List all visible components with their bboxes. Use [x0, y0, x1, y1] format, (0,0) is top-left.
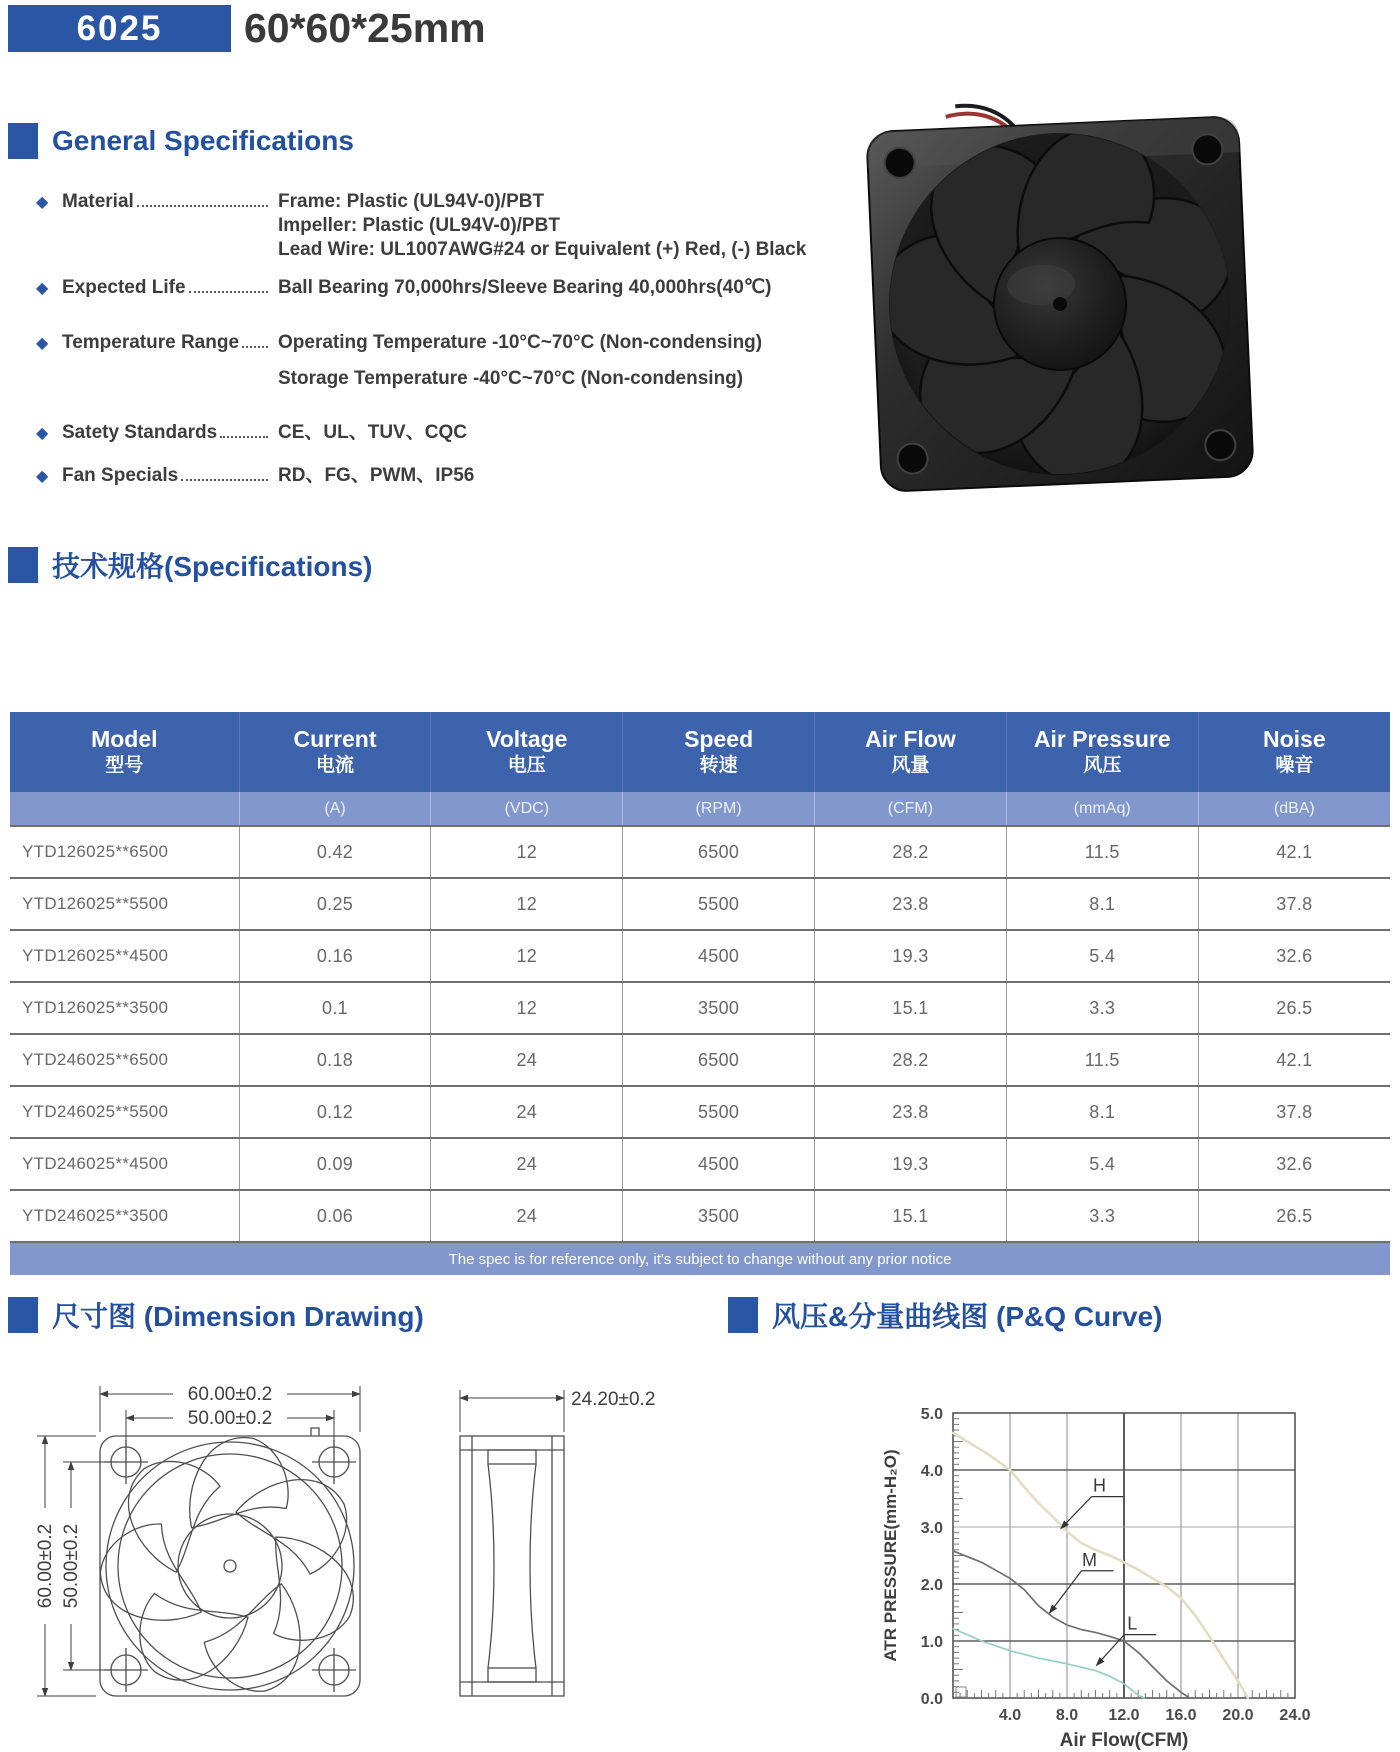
value-cell: 15.1 — [815, 982, 1007, 1034]
unit-cell — [10, 792, 239, 826]
dimension-drawing — [15, 1368, 695, 1750]
spec-item-left — [36, 276, 272, 301]
value-cell: 6500 — [623, 1034, 815, 1086]
value-cell: 37.8 — [1198, 878, 1390, 930]
y-axis-title: ATR PRESSURE(mm-H₂O) — [881, 1449, 900, 1662]
table-footnote: The spec is for reference only, it's subject to change without any prior notice — [10, 1242, 1390, 1275]
value-cell: 0.12 — [239, 1086, 431, 1138]
section-title-text: 尺寸图 (Dimension Drawing) — [52, 1301, 424, 1332]
column-header: Voltage 电压 — [431, 712, 623, 792]
diamond-bullet-icon: ◆ — [36, 425, 49, 442]
value-cell: 24 — [431, 1034, 623, 1086]
value-cell: 12 — [431, 930, 623, 982]
y-tick-label: 0.0 — [920, 1691, 943, 1708]
y-tick-label: 1.0 — [920, 1634, 943, 1651]
value-cell: 6500 — [623, 826, 815, 878]
dim-height-label: 60.00±0.2 — [35, 1523, 56, 1609]
y-tick-label: 3.0 — [920, 1520, 943, 1537]
curve-M — [953, 1551, 1190, 1698]
section-square-icon — [728, 1297, 758, 1333]
value-cell: 24 — [431, 1190, 623, 1242]
dim-depth-label: 24.20±0.2 — [571, 1389, 656, 1410]
spec-item-left — [36, 331, 272, 356]
table-header-row — [10, 712, 1390, 792]
diamond-bullet-icon: ◆ — [36, 194, 49, 211]
spec-item — [36, 276, 916, 301]
x-tick-label: 16.0 — [1165, 1707, 1197, 1724]
y-tick-label: 4.0 — [920, 1463, 943, 1480]
spec-table — [10, 712, 1390, 1275]
label-leader — [1097, 1635, 1124, 1665]
value-cell: 4500 — [623, 930, 815, 982]
spec-item — [36, 464, 916, 489]
diamond-bullet-icon: ◆ — [36, 280, 49, 297]
x-axis-title: Air Flow(CFM) — [1059, 1730, 1189, 1751]
spec-value-line: Impeller: Plastic (UL94V-0)/PBT — [278, 215, 560, 236]
spec-values — [272, 190, 916, 262]
unit-cell: (CFM) — [815, 792, 1007, 826]
spec-label: Temperature Range — [62, 332, 240, 353]
dotted-leader — [181, 464, 268, 481]
value-cell: 12 — [431, 982, 623, 1034]
x-tick-label: 12.0 — [1108, 1707, 1140, 1724]
value-cell: 8.1 — [1006, 878, 1198, 930]
spec-value-line: Lead Wire: UL1007AWG#24 or Equivalent (+) Red, (-) Black — [278, 239, 807, 260]
curve-label-M: M — [1082, 1549, 1098, 1570]
mounting-holes — [104, 1440, 356, 1692]
dotted-leader — [189, 276, 268, 293]
value-cell: 37.8 — [1198, 1086, 1390, 1138]
x-tick-label: 24.0 — [1279, 1707, 1311, 1724]
general-specs-list — [36, 190, 916, 489]
spec-table-header — [10, 712, 1390, 792]
table-row — [10, 1034, 1390, 1086]
spec-item-left — [36, 421, 272, 446]
value-cell: 3500 — [623, 982, 815, 1034]
front-view — [87, 1421, 370, 1699]
pq-curve-chart — [878, 1393, 1400, 1752]
curve-H — [953, 1433, 1248, 1698]
spec-values — [272, 421, 916, 445]
label-leader — [1061, 1497, 1091, 1528]
column-header: Air Flow 风量 — [815, 712, 1007, 792]
spec-item-left — [36, 464, 272, 489]
dotted-leader — [242, 331, 268, 348]
value-cell: 24 — [431, 1138, 623, 1190]
side-view — [460, 1436, 564, 1696]
unit-cell: (mmAq) — [1006, 792, 1198, 826]
value-cell: 24 — [431, 1086, 623, 1138]
spec-label: Expected Life — [62, 277, 186, 298]
y-tick-label: 2.0 — [920, 1577, 943, 1594]
model-cell: YTD126025**4500 — [10, 930, 239, 982]
section-title-text: 技术规格(Specifications) — [52, 551, 373, 582]
value-cell: 23.8 — [815, 1086, 1007, 1138]
dotted-leader — [220, 421, 268, 438]
dotted-leader — [137, 190, 268, 207]
section-title-text: 风压&分量曲线图 (P&Q Curve) — [772, 1301, 1163, 1332]
dim-hole-span-v-label: 50.00±0.2 — [61, 1523, 82, 1609]
section-square-icon — [8, 1297, 38, 1333]
value-cell: 5500 — [623, 1086, 815, 1138]
spec-value-line: RD、FG、PWM、IP56 — [278, 465, 475, 486]
value-cell: 3.3 — [1006, 1190, 1198, 1242]
section-square-icon — [8, 123, 38, 159]
value-cell: 12 — [431, 826, 623, 878]
spec-item — [36, 190, 916, 262]
value-cell: 26.5 — [1198, 982, 1390, 1034]
spec-table-body — [10, 792, 1390, 1275]
spec-label: Material — [62, 191, 134, 212]
column-header: Air Pressure 风压 — [1006, 712, 1198, 792]
model-cell: YTD246025**3500 — [10, 1190, 239, 1242]
value-cell: 42.1 — [1198, 1034, 1390, 1086]
value-cell: 19.3 — [815, 1138, 1007, 1190]
unit-cell: (VDC) — [431, 792, 623, 826]
model-cell: YTD126025**6500 — [10, 826, 239, 878]
value-cell: 3.3 — [1006, 982, 1198, 1034]
spec-values — [272, 331, 916, 391]
value-cell: 15.1 — [815, 1190, 1007, 1242]
model-cell: YTD246025**5500 — [10, 1086, 239, 1138]
value-cell: 5.4 — [1006, 930, 1198, 982]
curve-label-H: H — [1093, 1475, 1106, 1496]
table-row — [10, 930, 1390, 982]
spec-values — [272, 276, 916, 300]
value-cell: 0.25 — [239, 878, 431, 930]
spec-values — [272, 464, 916, 488]
x-tick-label: 4.0 — [998, 1707, 1022, 1724]
column-header: Speed 转速 — [623, 712, 815, 792]
value-cell: 28.2 — [815, 826, 1007, 878]
y-tick-label: 5.0 — [920, 1406, 943, 1423]
spec-label: Fan Specials — [62, 465, 179, 486]
value-cell: 0.1 — [239, 982, 431, 1034]
value-cell: 32.6 — [1198, 930, 1390, 982]
spec-label: Satety Standards — [62, 422, 218, 443]
value-cell: 5500 — [623, 878, 815, 930]
value-cell: 19.3 — [815, 930, 1007, 982]
unit-cell: (A) — [239, 792, 431, 826]
table-row — [10, 878, 1390, 930]
x-tick-label: 20.0 — [1222, 1707, 1254, 1724]
table-row — [10, 826, 1390, 878]
value-cell: 5.4 — [1006, 1138, 1198, 1190]
value-cell: 8.1 — [1006, 1086, 1198, 1138]
table-row — [10, 982, 1390, 1034]
value-cell: 4500 — [623, 1138, 815, 1190]
model-cell: YTD246025**4500 — [10, 1138, 239, 1190]
column-header: Current 电流 — [239, 712, 431, 792]
value-cell: 23.8 — [815, 878, 1007, 930]
spec-value-line: Storage Temperature -40°C~70°C (Non-condensing) — [278, 368, 744, 389]
value-cell: 0.18 — [239, 1034, 431, 1086]
dim-width-label: 60.00±0.2 — [187, 1384, 273, 1405]
spec-value-line: Ball Bearing 70,000hrs/Sleeve Bearing 40,000hrs(40℃) — [278, 277, 772, 298]
value-cell: 0.16 — [239, 930, 431, 982]
value-cell: 26.5 — [1198, 1190, 1390, 1242]
dim-hole-span-label: 50.00±0.2 — [187, 1408, 273, 1429]
spec-item — [36, 331, 916, 391]
column-header: Noise 噪音 — [1198, 712, 1390, 792]
fan-product-photo — [852, 98, 1270, 504]
dimension-section-title — [8, 1295, 424, 1335]
value-cell: 12 — [431, 878, 623, 930]
value-cell: 0.42 — [239, 826, 431, 878]
general-specs-section-title — [8, 123, 354, 159]
units-row — [10, 792, 1390, 826]
model-cell: YTD246025**6500 — [10, 1034, 239, 1086]
section-square-icon — [8, 547, 38, 583]
section-title-text: General Specifications — [52, 125, 354, 156]
page-title: 60*60*25mm — [244, 5, 486, 51]
value-cell: 32.6 — [1198, 1138, 1390, 1190]
value-cell: 11.5 — [1006, 1034, 1198, 1086]
unit-cell: (RPM) — [623, 792, 815, 826]
value-cell: 11.5 — [1006, 826, 1198, 878]
value-cell: 42.1 — [1198, 826, 1390, 878]
pq-section-title — [728, 1295, 1162, 1335]
table-row — [10, 1086, 1390, 1138]
spec-item — [36, 421, 916, 446]
spec-value-line: Operating Temperature -10°C~70°C (Non-condensing) — [278, 332, 763, 353]
x-tick-label: 8.0 — [1055, 1707, 1079, 1724]
spec-value-line: Frame: Plastic (UL94V-0)/PBT — [278, 191, 545, 212]
spec-value-line: CE、UL、TUV、CQC — [278, 422, 467, 443]
diamond-bullet-icon: ◆ — [36, 335, 49, 352]
curve-label-L: L — [1127, 1613, 1138, 1634]
value-cell: 3500 — [623, 1190, 815, 1242]
spec-item-left — [36, 190, 272, 215]
unit-cell: (dBA) — [1198, 792, 1390, 826]
label-leader — [1050, 1571, 1082, 1613]
column-header: Model 型号 — [10, 712, 239, 792]
table-row — [10, 1190, 1390, 1242]
specs-section-title — [8, 545, 372, 585]
model-cell: YTD126025**3500 — [10, 982, 239, 1034]
diamond-bullet-icon: ◆ — [36, 468, 49, 485]
model-badge: 6025 — [8, 5, 231, 52]
model-cell: YTD126025**5500 — [10, 878, 239, 930]
value-cell: 28.2 — [815, 1034, 1007, 1086]
table-row — [10, 1138, 1390, 1190]
table-footnote-row — [10, 1242, 1390, 1275]
value-cell: 0.06 — [239, 1190, 431, 1242]
value-cell: 0.09 — [239, 1138, 431, 1190]
